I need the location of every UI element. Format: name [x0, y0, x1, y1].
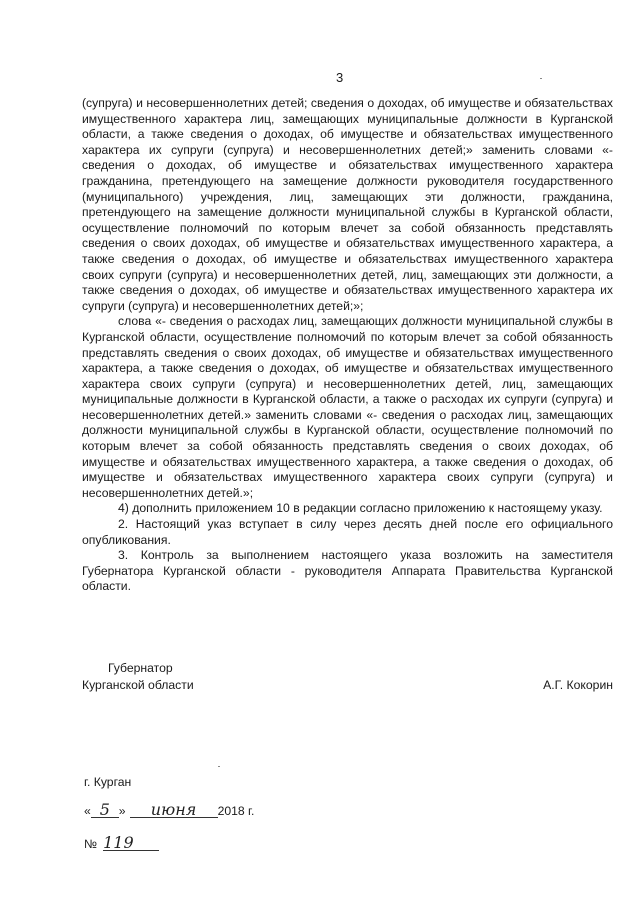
- date-year: 2018 г.: [217, 804, 255, 818]
- signatory-title-line2: Курганской области: [82, 678, 194, 692]
- page-number: 3: [336, 70, 344, 85]
- scan-speck: [218, 766, 220, 767]
- issue-date: [84, 800, 255, 819]
- paragraph-item-3: 3. Контроль за выполнением настоящего указа возложить на заместителя Губернатора Курганской области - руководителя Аппарата Правительства Курганской области.: [82, 548, 613, 594]
- paragraph-words-replacement: слова «- сведения о расходах лиц, замещающих должности муниципальной службы в Курганской области, осуществление полномочий по которым влечет за собой обязанность представлять сведения о своих доходах, об имуществе и обязательствах имущественного характера, а также сведения о доходах, об имуществе и обязательствах имущественного характера своих супруги (супруга) и несовершеннолетних детей, лиц, замещающих муниципальные должности в Курганской области, а также о расходах их супруги (супруга) и несовершеннолетних детей.» заменить словами «- сведения о расходах лиц, замещающих должности муниципальной службы в Курганской области, осуществление полномочий по которым влечет за собой обязанность представлять сведения о своих доходах, об имуществе и обязательствах имущественного характера, а также сведения о доходах, об имуществе и обязательствах имущественного характера своих супруги (супруга) и несовершеннолетних детей.»;: [82, 314, 613, 500]
- document-number: [84, 833, 159, 852]
- paragraph-continuation: (супруга) и несовершеннолетних детей; сведения о доходах, об имуществе и обязательствах имущественного характера лиц, замещающих муниципальные должности в Курганской области, а также сведения о доходах, об имуществе и обязательствах имущественного характера их супруги (супруга) и несовершеннолетних детей;» заменить словами «- сведения о доходах, об имуществе и обязательствах имущественного характера гражданина, претендующего на замещение должности руководителя государственного (муниципального) учреждения, лиц, замещающих эти должности, гражданина, претендующего на замещение должности муниципальной службы в Курганской области, осуществление полномочий по которым влечет за собой обязанность представлять сведения о своих доходах, об имуществе и обязательствах имущественного характера, а также сведения о доходах, об имуществе и обязательствах имущественного характера своих супруги (супруга) и несовершеннолетних детей, лиц, замещающих эти должности, а также сведения о доходах, об имуществе и обязательствах имущественного характера их супруги (супруга) и несовершеннолетних детей;»;: [82, 96, 613, 313]
- paragraph-item-4: 4) дополнить приложением 10 в редакции согласно приложению к настоящему указу.: [118, 501, 603, 516]
- issue-place: г. Курган: [84, 775, 132, 789]
- date-day: 5: [91, 803, 119, 818]
- date-close-quote: »: [118, 804, 126, 818]
- paragraph-item-2: 2. Настоящий указ вступает в силу через десять дней после его официального опубликования.: [82, 517, 613, 547]
- document-body: [82, 96, 613, 595]
- date-month: июня: [130, 803, 218, 818]
- number-label: №: [84, 837, 98, 851]
- scan-speck: [540, 78, 542, 79]
- date-open-quote: «: [84, 804, 91, 818]
- signatory-name: А.Г. Кокорин: [543, 678, 613, 692]
- signatory-title-line1: Губернатор: [108, 661, 173, 675]
- number-value: 119: [103, 836, 159, 851]
